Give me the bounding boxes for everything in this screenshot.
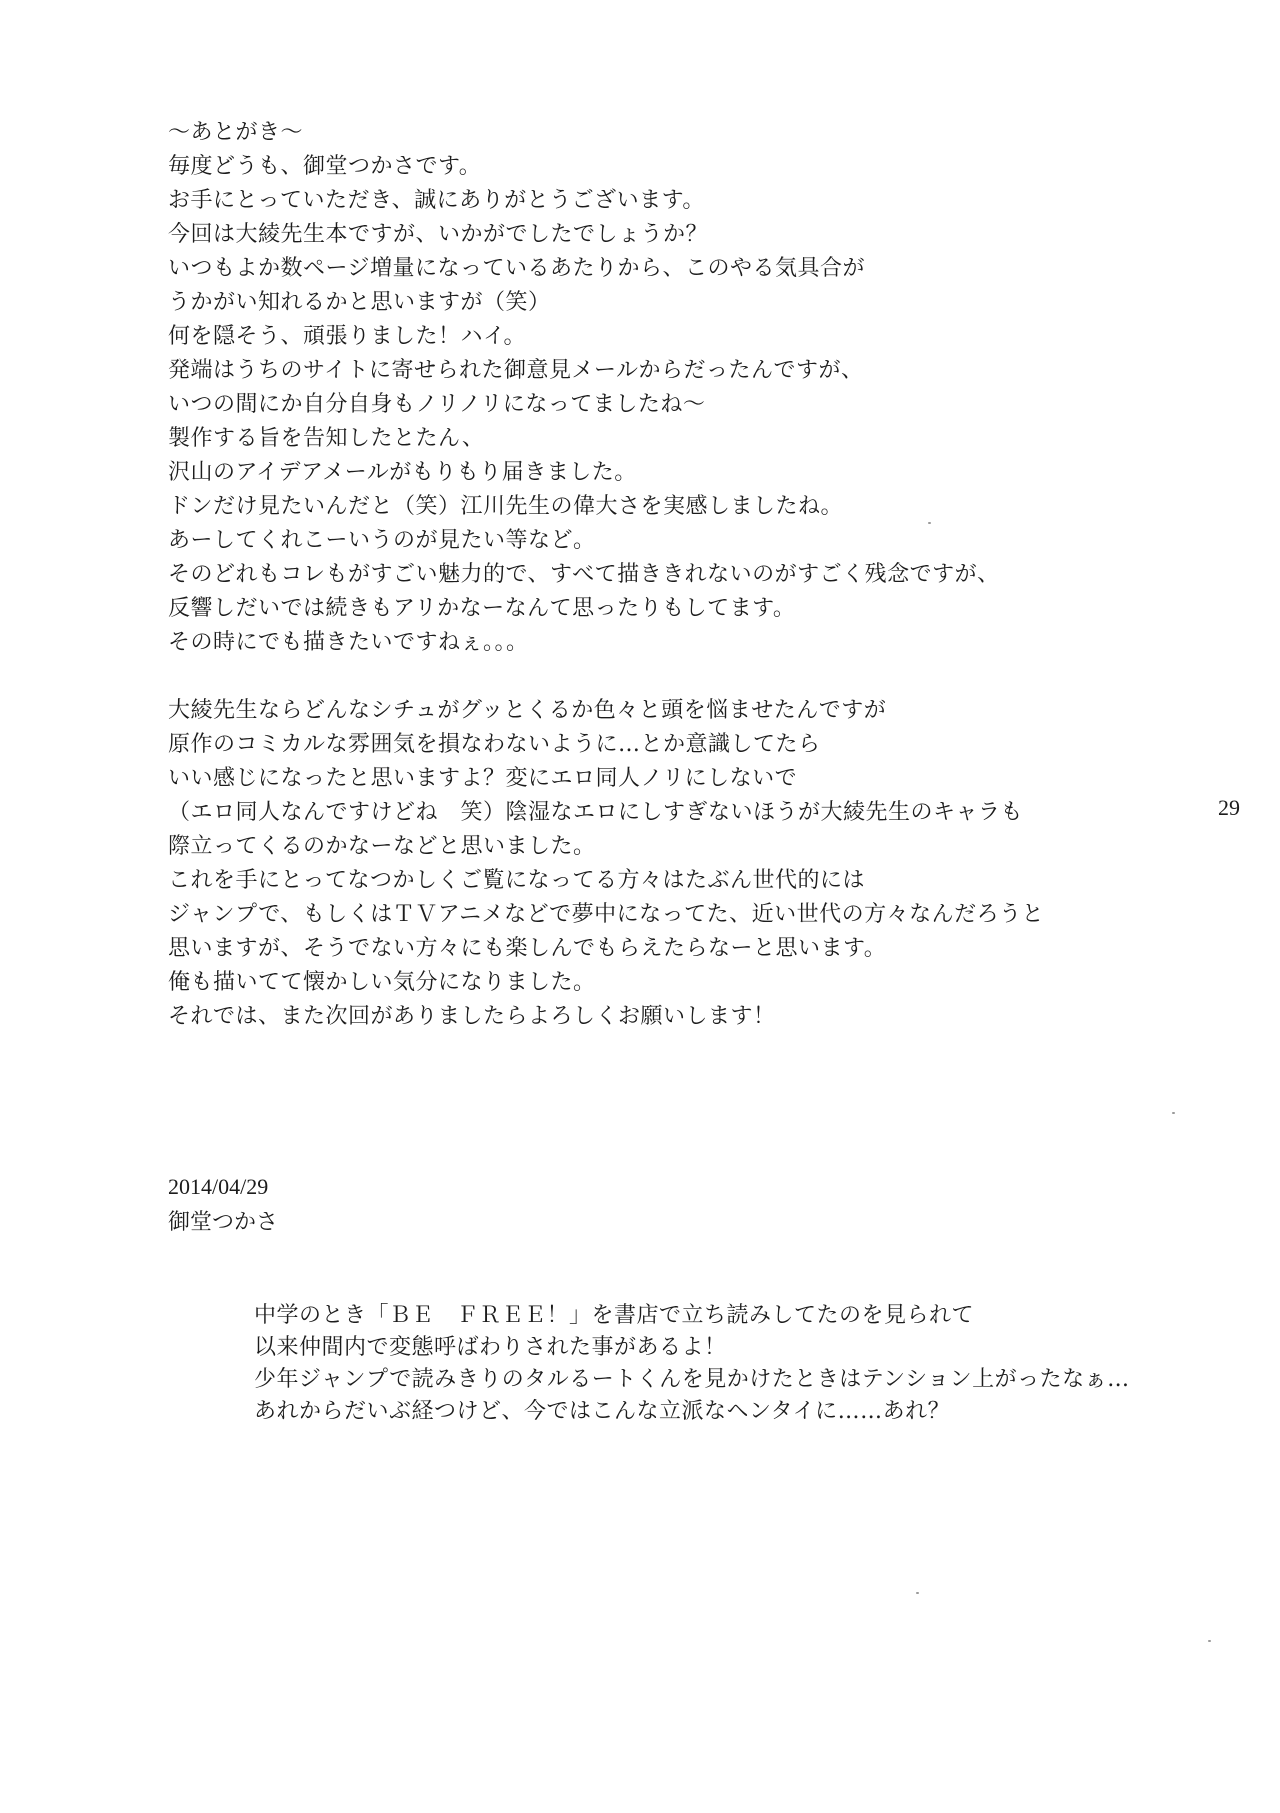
afterword-line: 原作のコミカルな雰囲気を損なわないように…とか意識してたら — [168, 732, 821, 757]
afterword-line: 何を隠そう、頑張りました！ハイ。 — [168, 324, 527, 349]
scan-speck — [928, 522, 931, 524]
scan-speck — [1208, 1640, 1211, 1642]
signature-block — [168, 1170, 278, 1240]
afterword-line: （エロ同人なんですけどね 笑）陰湿なエロにしすぎないほうが大綾先生のキャラも — [168, 800, 1024, 825]
scan-speck — [916, 1592, 919, 1594]
afterword-line: お手にとっていただき、誠にありがとうございます。 — [168, 188, 705, 213]
afterword-line: そのどれもコレもがすごい魅力的で、すべて描ききれないのがすごく残念ですが、 — [168, 562, 1000, 587]
afterword-heading: ～あとがき～ — [168, 120, 304, 145]
signature-name: 御堂つかさ — [168, 1210, 279, 1235]
afterword-section — [168, 116, 1068, 1034]
afterword-line: いつの間にか自分自身もノリノリになってましたね～ — [168, 392, 706, 417]
afterword-line: 大綾先生ならどんなシチュがグッとくるか色々と頭を悩ませたんですが — [168, 698, 887, 723]
comment-line: 少年ジャンプで読みきりのタルるートくんを見かけたときはテンション上がったなぁ… — [254, 1367, 1130, 1392]
afterword-line: いい感じになったと思いますよ？変にエロ同人ノリにしないで — [168, 766, 798, 791]
afterword-line: その時にでも描きたいですねぇ。。。 — [168, 630, 529, 655]
scan-speck — [1172, 1112, 1175, 1114]
afterword-line: ジャンプで、もしくはＴＶアニメなどで夢中になってた、近い世代の方々なんだろうと — [168, 902, 1045, 927]
afterword-line: 沢山のアイデアメールがもりもり届きました。 — [168, 460, 637, 485]
comment-line: 以来仲間内で変態呼ばわりされた事があるよ！ — [254, 1335, 727, 1360]
comment-line: あれからだいぶ経つけど、今ではこんな立派なヘンタイに……あれ？ — [254, 1399, 951, 1424]
afterword-line: 毎度どうも、御堂つかさです。 — [168, 154, 482, 179]
afterword-line: うかがい知れるかと思いますが（笑） — [168, 290, 551, 315]
comment-line: 中学のとき「ＢＥ ＦＲＥＥ！」を書店で立ち読みしてたのを見られて — [254, 1303, 975, 1328]
afterword-line: いつもよか数ページ増量になっているあたりから、このやる気具合が — [168, 256, 866, 281]
afterword-line: 俺も描いてて懐かしい気分になりました。 — [168, 970, 596, 995]
paragraph-break — [168, 660, 1068, 694]
afterword-line: あーしてくれこーいうのが見たい等など。 — [168, 528, 596, 553]
author-comment — [254, 1300, 1254, 1428]
afterword-line: 発端はうちのサイトに寄せられた御意見メールからだったんですが、 — [168, 358, 864, 383]
afterword-line: 際立ってくるのかなーなどと思いました。 — [168, 834, 596, 859]
afterword-line: それでは、また次回がありましたらよろしくお願いします！ — [168, 1004, 776, 1029]
afterword-line: ドンだけ見たいんだと（笑）江川先生の偉大さを実感しましたね。 — [168, 494, 844, 519]
afterword-line: 反響しだいでは続きもアリかなーなんて思ったりもしてます。 — [168, 596, 796, 621]
afterword-line: 今回は大綾先生本ですが、いかがでしたでしょうか？ — [168, 222, 709, 247]
page-number: 29 — [1218, 795, 1240, 820]
afterword-line: 製作する旨を告知したとたん、 — [168, 426, 485, 451]
afterword-line: これを手にとってなつかしくご覧になってる方々はたぶん世代的には — [168, 868, 866, 893]
afterword-line: 思いますが、そうでない方々にも楽しんでもらえたらなーと思います。 — [168, 936, 887, 961]
signature-date: 2014/04/29 — [168, 1174, 269, 1199]
